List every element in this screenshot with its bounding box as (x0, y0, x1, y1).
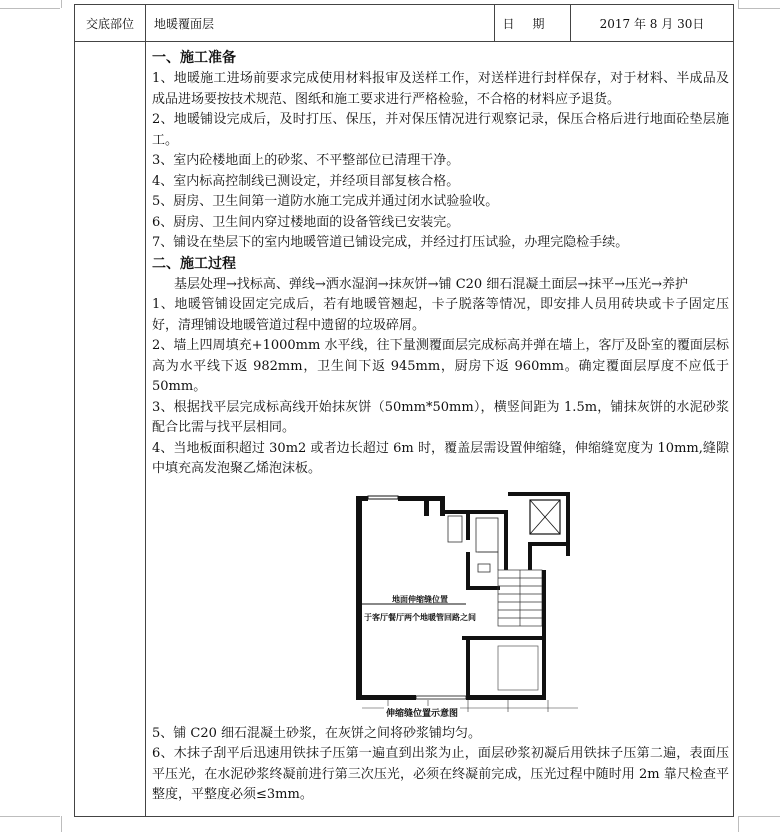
section-process-title: 二、施工过程 (152, 255, 236, 272)
process-item-3: 3、根据找平层完成标高线开始抹灰饼（50mm*50mm），横竖间距为 1.5m，铺抹灰饼的水泥砂浆配合比需与找平层相同。 (152, 399, 729, 435)
section-prep-title: 一、施工准备 (152, 50, 236, 66)
part-value: 地暖覆面层 (146, 5, 495, 42)
header-row (75, 5, 734, 42)
process-item-4: 4、当地板面积超过 30m2 或者边长超过 6m 时，覆盖层需设置伸缩缝，伸缩缝宽度为 10mm,缝隙中填充高发泡聚乙烯泡沫板。 (152, 440, 730, 476)
prep-item-5: 5、厨房、卫生间第一道防水施工完成并通过闭水试验验收。 (152, 194, 499, 209)
process-item-1: 1、地暖管铺设固定完成后，若有地暖管翘起，卡子脱落等情况，即安排人员用砖块或卡子固定压好，清理铺设地暖管道过程中遗留的垃圾碎屑。 (152, 297, 729, 333)
part-label: 交底部位 (75, 5, 146, 42)
prep-item-1: 1、地暖施工进场前要求完成使用材料报审及送样工作，对送样进行封样保存，对于材料、半成品及成品进场要按技术规范、图纸和施工要求进行严格检验，不合格的材料应予退货。 (152, 71, 729, 107)
process-flow: 基层处理→找标高、弹线→洒水湿润→抹灰饼→铺 C20 细石混凝土面层→抹平→压光→养护 (174, 276, 689, 292)
date-value: 2017 年 8 月 30日 (571, 5, 734, 42)
prep-item-2: 2、地暖铺设完成后，及时打压、保压，并对保压情况进行观察记录，保压合格后进行地面砼垫层施工。 (152, 112, 729, 148)
prep-item-6: 6、厨房、卫生间内穿过楼地面的设备管线已安装完。 (152, 214, 460, 230)
figure-caption: 伸缩缝位置示意图 (384, 706, 460, 719)
disclosure-table (74, 4, 734, 817)
prep-item-4: 4、室内标高控制线已测设定，并经项目部复核合格。 (152, 173, 460, 189)
body-row (75, 42, 734, 817)
date-label: 日期 (495, 5, 571, 42)
process-item-6: 6、木抹子刮平后迅速用铁抹子压第一遍直到出浆为止，面层砂浆初凝后用铁抹子压第二遍，表面压平压光，在水泥砂浆终凝前进行第三次压光，必须在终凝前完成，压光过程中随时用 2m 靠尺检查平整度，平整度必须≤3mm。 (152, 746, 729, 802)
prep-item-7: 7、铺设在垫层下的室内地暖管道已铺设完成，并经过打压试验，办理完隐检手续。 (152, 235, 629, 250)
expansion-joint-floor-plan (348, 486, 588, 718)
process-item-5: 5、铺 C20 细石混凝土砂浆，在灰饼之间将砂浆铺均匀。 (152, 725, 482, 741)
figure-label-joint-note: 于客厅餐厅两个地暖管回路之间 (364, 612, 476, 622)
figure-label-joint-position: 地面伸缩缝位置 (392, 594, 448, 604)
prep-item-3: 3、室内砼楼地面上的砂浆、不平整部位已清理干净。 (152, 153, 460, 168)
left-margin-cell (75, 42, 146, 817)
process-item-2: 2、墙上四周填充+1000mm 水平线，往下量测覆面层完成标高并弹在墙上，客厅及卧室的覆面层标高为水平线下返 982mm，卫生间下返 945mm，厨房下返 960mm。确定覆面层厚度不应低于 50mm。 (152, 338, 729, 394)
floor-plan-drawing (348, 486, 588, 718)
content-cell (146, 42, 734, 817)
